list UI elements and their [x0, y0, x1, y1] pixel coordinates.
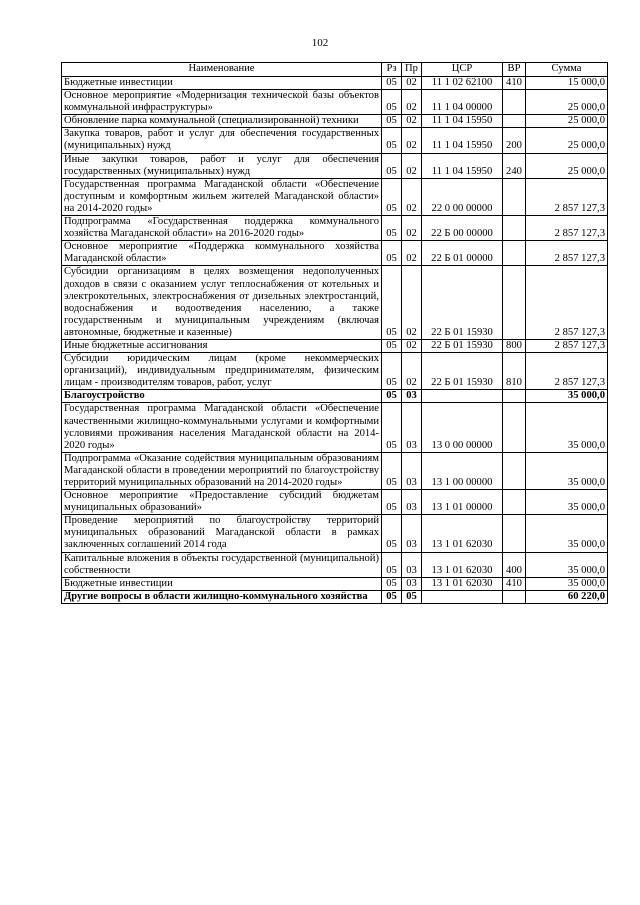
- cell-rz: 05: [382, 515, 402, 552]
- cell-name: Закупка товаров, работ и услуг для обеспечения государственных (муниципальных) нужд: [62, 128, 382, 153]
- cell-sum: 25 000,0: [526, 90, 608, 115]
- cell-pr: 03: [402, 403, 422, 452]
- cell-vr: 240: [503, 153, 526, 178]
- cell-sum: 2 857 127,3: [526, 353, 608, 390]
- cell-rz: 05: [382, 216, 402, 241]
- cell-rz: 05: [382, 390, 402, 403]
- cell-name: Иные бюджетные ассигнования: [62, 339, 382, 352]
- cell-name: Основное мероприятие «Модернизация технической базы объектов коммунальной инфраструктуры»: [62, 90, 382, 115]
- cell-vr: 410: [503, 577, 526, 590]
- cell-name: Иные закупки товаров, работ и услуг для обеспечения государственных (муниципальных) нужд: [62, 153, 382, 178]
- cell-name: Субсидии организациям в целях возмещения недополученных доходов в связи с оказанием услуг теплоснабжения от котельных и электрокотельных, электроснабжения от дизельных электростанций, водоснабжения и водоотведения населению, а также государственным и муниципальным учреждениям (включая автономные, бюджетные и казенные): [62, 266, 382, 340]
- cell-name: Субсидии юридическим лицам (кроме некоммерческих организаций), индивидуальным предпринимателям, физическим лицам - производителям товаров, работ, услуг: [62, 353, 382, 390]
- cell-pr: 02: [402, 241, 422, 266]
- cell-pr: 02: [402, 178, 422, 215]
- cell-rz: 05: [382, 153, 402, 178]
- table-row: [62, 115, 608, 128]
- cell-sum: 35 000,0: [526, 390, 608, 403]
- table-row: [62, 490, 608, 515]
- cell-csr: 13 0 00 00000: [422, 403, 503, 452]
- cell-vr: [503, 178, 526, 215]
- cell-pr: 02: [402, 115, 422, 128]
- cell-rz: 05: [382, 590, 402, 603]
- cell-sum: 2 857 127,3: [526, 178, 608, 215]
- cell-pr: 03: [402, 390, 422, 403]
- cell-rz: 05: [382, 403, 402, 452]
- cell-csr: 13 1 01 62030: [422, 515, 503, 552]
- cell-csr: 11 1 04 00000: [422, 90, 503, 115]
- cell-rz: 05: [382, 339, 402, 352]
- cell-sum: 2 857 127,3: [526, 339, 608, 352]
- cell-sum: 2 857 127,3: [526, 241, 608, 266]
- cell-csr: 22 Б 01 00000: [422, 241, 503, 266]
- cell-csr: 13 1 00 00000: [422, 452, 503, 489]
- cell-name: Благоустройство: [62, 390, 382, 403]
- cell-csr: 13 1 01 62030: [422, 577, 503, 590]
- cell-vr: [503, 490, 526, 515]
- table-row: [62, 77, 608, 90]
- cell-pr: 02: [402, 266, 422, 340]
- cell-rz: 05: [382, 266, 402, 340]
- header-rz: Рз: [382, 63, 402, 77]
- cell-pr: 02: [402, 353, 422, 390]
- header-vr: ВР: [503, 63, 526, 77]
- cell-csr: 11 1 04 15950: [422, 115, 503, 128]
- budget-table: [61, 62, 608, 604]
- table-row: [62, 590, 608, 603]
- cell-rz: 05: [382, 490, 402, 515]
- header-sum: Сумма: [526, 63, 608, 77]
- cell-vr: 810: [503, 353, 526, 390]
- cell-pr: 02: [402, 77, 422, 90]
- cell-vr: 800: [503, 339, 526, 352]
- cell-rz: 05: [382, 241, 402, 266]
- cell-csr: 22 Б 01 15930: [422, 353, 503, 390]
- table-row: [62, 339, 608, 352]
- cell-name: Подпрограмма «Оказание содействия муниципальным образованиям Магаданской области в проведении мероприятий по благоустройству территорий муниципальных образований на 2014-2020 годы»: [62, 452, 382, 489]
- cell-name: Обновление парка коммунальной (специализированной) техники: [62, 115, 382, 128]
- cell-name: Бюджетные инвестиции: [62, 77, 382, 90]
- cell-csr: 22 Б 00 00000: [422, 216, 503, 241]
- cell-vr: 410: [503, 77, 526, 90]
- table-row: [62, 266, 608, 340]
- cell-csr: 13 1 01 00000: [422, 490, 503, 515]
- cell-name: Подпрограмма «Государственная поддержка коммунального хозяйства Магаданской области» на 2016-2020 годы»: [62, 216, 382, 241]
- cell-sum: 15 000,0: [526, 77, 608, 90]
- cell-sum: 35 000,0: [526, 403, 608, 452]
- table-row: [62, 241, 608, 266]
- table-row: [62, 552, 608, 577]
- cell-vr: [503, 590, 526, 603]
- cell-vr: [503, 266, 526, 340]
- cell-vr: 200: [503, 128, 526, 153]
- cell-name: Государственная программа Магаданской области «Обеспечение качественными жилищно-коммунальными услугами и комфортными условиями проживания населения Магаданской области на 2014-2020 годы»: [62, 403, 382, 452]
- cell-csr: [422, 590, 503, 603]
- cell-csr: 11 1 04 15950: [422, 153, 503, 178]
- cell-sum: 35 000,0: [526, 577, 608, 590]
- cell-vr: 400: [503, 552, 526, 577]
- cell-rz: 05: [382, 452, 402, 489]
- cell-sum: 35 000,0: [526, 490, 608, 515]
- cell-pr: 03: [402, 552, 422, 577]
- cell-name: Проведение мероприятий по благоустройству территорий муниципальных образований Магаданской области в рамках заключенных соглашений 2014 года: [62, 515, 382, 552]
- cell-pr: 03: [402, 452, 422, 489]
- cell-sum: 60 220,0: [526, 590, 608, 603]
- cell-csr: [422, 390, 503, 403]
- table-row: [62, 178, 608, 215]
- table-row: [62, 515, 608, 552]
- cell-vr: [503, 515, 526, 552]
- table-row: [62, 403, 608, 452]
- table-row: [62, 128, 608, 153]
- cell-rz: 05: [382, 115, 402, 128]
- cell-rz: 05: [382, 77, 402, 90]
- cell-csr: 22 Б 01 15930: [422, 266, 503, 340]
- cell-vr: [503, 390, 526, 403]
- cell-name: Капитальные вложения в объекты государственной (муниципальной) собственности: [62, 552, 382, 577]
- cell-csr: 11 1 02 62100: [422, 77, 503, 90]
- header-csr: ЦСР: [422, 63, 503, 77]
- cell-pr: 02: [402, 128, 422, 153]
- cell-vr: [503, 216, 526, 241]
- cell-pr: 02: [402, 153, 422, 178]
- cell-rz: 05: [382, 552, 402, 577]
- cell-name: Другие вопросы в области жилищно-коммунального хозяйства: [62, 590, 382, 603]
- table-row: [62, 353, 608, 390]
- cell-pr: 03: [402, 490, 422, 515]
- cell-sum: 25 000,0: [526, 153, 608, 178]
- cell-sum: 2 857 127,3: [526, 216, 608, 241]
- header-name: Наименование: [62, 63, 382, 77]
- table-row: [62, 390, 608, 403]
- cell-csr: 11 1 04 15950: [422, 128, 503, 153]
- cell-vr: [503, 403, 526, 452]
- cell-vr: [503, 241, 526, 266]
- cell-name: Бюджетные инвестиции: [62, 577, 382, 590]
- cell-pr: 02: [402, 339, 422, 352]
- page-number: 102: [311, 37, 329, 49]
- cell-vr: [503, 452, 526, 489]
- cell-rz: 05: [382, 128, 402, 153]
- cell-pr: 02: [402, 216, 422, 241]
- cell-vr: [503, 115, 526, 128]
- cell-rz: 05: [382, 577, 402, 590]
- table-row: [62, 452, 608, 489]
- header-pr: Пр: [402, 63, 422, 77]
- cell-name: Государственная программа Магаданской области «Обеспечение доступным и комфортным жильем жителей Магаданской области» на 2014-2020 годы»: [62, 178, 382, 215]
- cell-sum: 2 857 127,3: [526, 266, 608, 340]
- cell-pr: 05: [402, 590, 422, 603]
- cell-csr: 22 0 00 00000: [422, 178, 503, 215]
- cell-rz: 05: [382, 353, 402, 390]
- cell-csr: 22 Б 01 15930: [422, 339, 503, 352]
- cell-pr: 02: [402, 90, 422, 115]
- table-header-row: [62, 63, 608, 77]
- table-row: [62, 153, 608, 178]
- cell-vr: [503, 90, 526, 115]
- cell-csr: 13 1 01 62030: [422, 552, 503, 577]
- cell-sum: 35 000,0: [526, 515, 608, 552]
- cell-rz: 05: [382, 178, 402, 215]
- cell-pr: 03: [402, 515, 422, 552]
- cell-sum: 25 000,0: [526, 128, 608, 153]
- cell-pr: 03: [402, 577, 422, 590]
- table-row: [62, 90, 608, 115]
- cell-sum: 35 000,0: [526, 552, 608, 577]
- cell-sum: 35 000,0: [526, 452, 608, 489]
- cell-sum: 25 000,0: [526, 115, 608, 128]
- table-row: [62, 216, 608, 241]
- cell-name: Основное мероприятие «Предоставление субсидий бюджетам муниципальных образований»: [62, 490, 382, 515]
- table-row: [62, 577, 608, 590]
- cell-rz: 05: [382, 90, 402, 115]
- cell-name: Основное мероприятие «Поддержка коммунального хозяйства Магаданской области»: [62, 241, 382, 266]
